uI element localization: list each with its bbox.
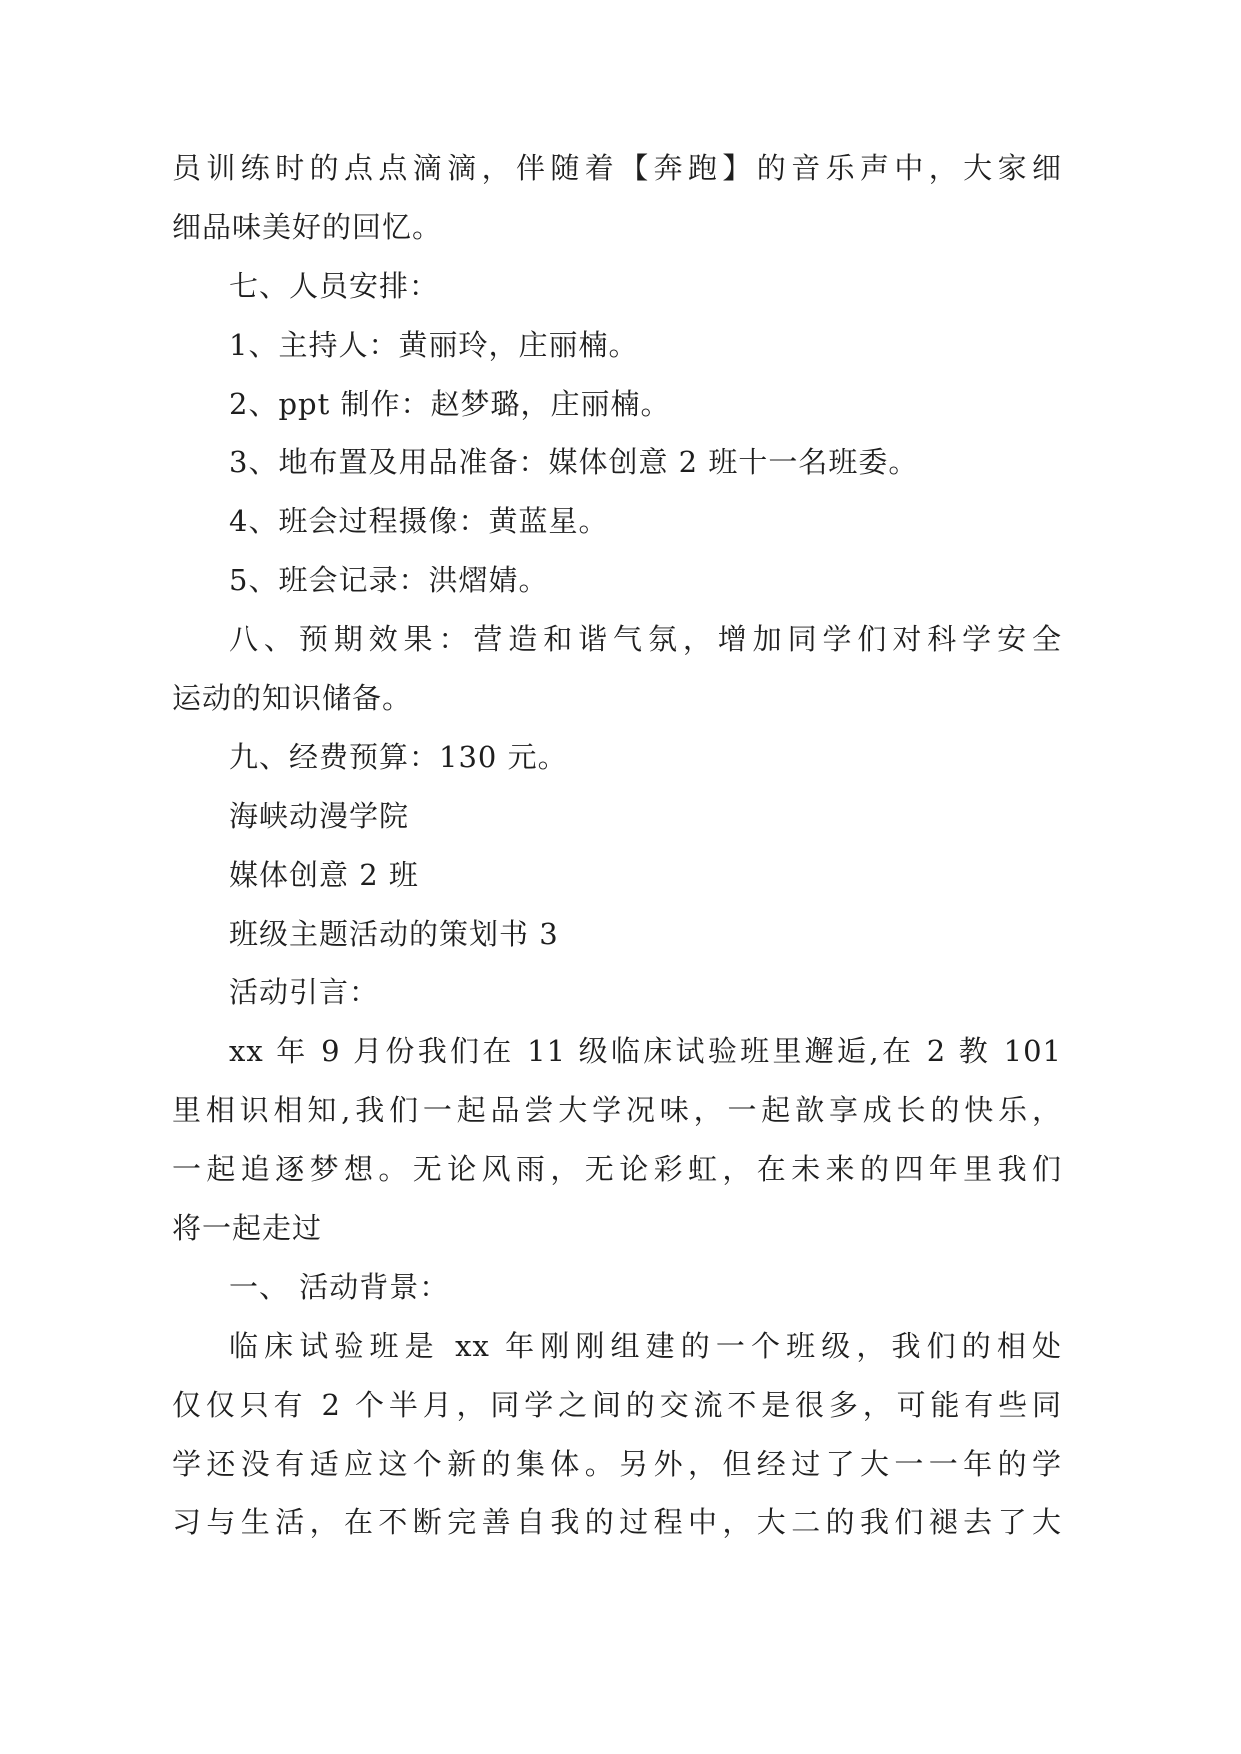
list-item: 2、ppt 制作：赵梦璐，庄丽楠。 [229,386,671,421]
signature-institution: 海峡动漫学院 [229,798,410,833]
document-body [172,139,1062,1552]
paragraph-line: 运动的知识储备。 [172,681,413,716]
paragraph-line: 里相识相知,我们一起品尝大学况味，一起歆享成长的快乐， [172,1093,1062,1128]
paragraph-line: xx 年 9 月份我们在 11 级临床试验班里邂逅,在 2 教 101 [229,1034,1062,1069]
list-item: 3、地布置及用品准备：媒体创意 2 班十一名班委。 [229,445,919,480]
list-item: 4、班会过程摄像：黄蓝星。 [229,504,609,539]
paragraph-line: 一起追逐梦想。无论风雨，无论彩虹，在未来的四年里我们 [172,1152,1062,1187]
document-title: 班级主题活动的策划书 3 [229,916,559,951]
paragraph-line: 临床试验班是 xx 年刚刚组建的一个班级，我们的相处 [229,1328,1062,1363]
section-heading-background: 一、 活动背景： [229,1269,450,1304]
paragraph-line: 仅仅只有 2 个半月，同学之间的交流不是很多，可能有些同 [172,1387,1062,1422]
paragraph-line: 细品味美好的回忆。 [172,209,443,244]
paragraph-line: 员训练时的点点滴滴，伴随着【奔跑】的音乐声中，大家细 [172,151,1062,185]
list-item: 1、主持人：黄丽玲，庄丽楠。 [229,327,639,362]
section-heading-expected-effect: 八、预期效果：营造和谐气氛，增加同学们对科学安全 [229,622,1062,657]
section-heading-personnel: 七、人员安排： [229,268,440,303]
paragraph-line: 将一起走过 [172,1211,323,1246]
section-heading-budget: 九、经费预算：130 元。 [229,739,568,774]
list-item: 5、班会记录：洪熠婧。 [229,563,549,598]
paragraph-line: 学还没有适应这个新的集体。另外，但经过了大一一年的学 [172,1446,1062,1481]
paragraph-line: 习与生活，在不断完善自我的过程中，大二的我们褪去了大 [172,1505,1062,1540]
section-heading-introduction: 活动引言： [229,975,380,1010]
signature-class: 媒体创意 2 班 [229,857,419,892]
